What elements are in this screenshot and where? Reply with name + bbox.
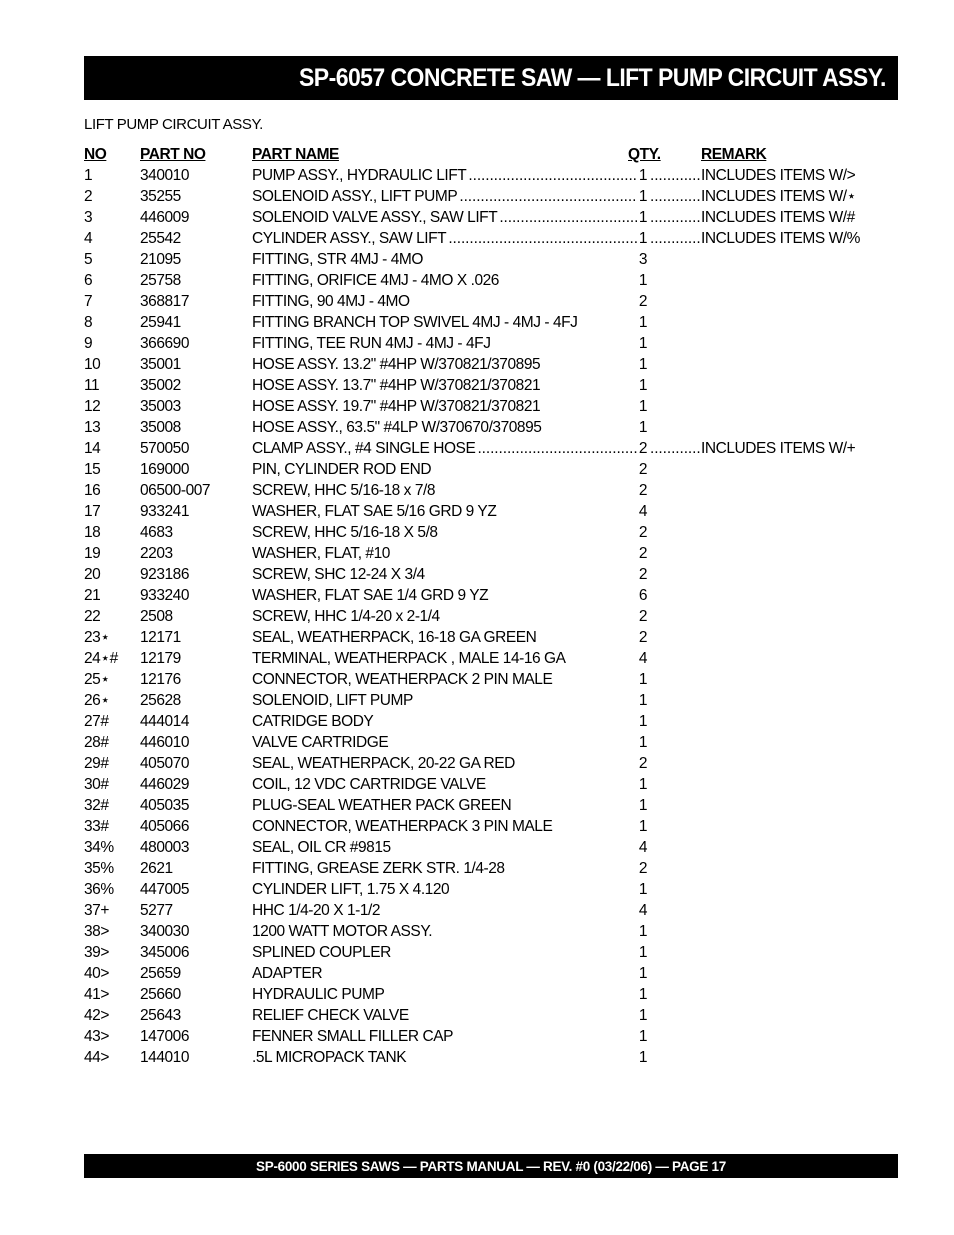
cell-part-name: HOSE ASSY. 19.7" #4HP W/370821/370821 [252,398,541,415]
page-footer-bar [84,1154,898,1178]
cell-part-no: 5277 [140,902,173,919]
cell-part-no: 169000 [140,461,190,478]
cell-no: 28# [84,734,109,751]
column-header-remark: REMARK [701,146,767,163]
cell-no: 7 [84,293,93,310]
cell-no: 24⋆# [84,650,118,667]
cell-no: 11 [84,377,100,394]
table-row [84,711,884,732]
cell-qty: 1 [638,692,648,709]
table-row [84,228,884,249]
cell-part-name: VALVE CARTRIDGE [252,734,389,751]
cell-part-no: 25659 [140,965,181,982]
cell-qty: 1 [638,335,648,352]
cell-qty: 2 [638,860,648,877]
cell-qty: 4 [638,839,648,856]
cell-part-no: 35255 [140,188,181,205]
cell-part-name: FITTING BRANCH TOP SWIVEL 4MJ - 4MJ - 4FJ [252,314,578,331]
table-row [84,165,884,186]
cell-remark: INCLUDES ITEMS W/⋆ [701,188,856,205]
section-label: LIFT PUMP CIRCUIT ASSY. [84,116,263,133]
cell-qty: 1 [638,272,648,289]
cell-no: 40> [84,965,109,982]
cell-qty: 2 [638,440,648,457]
cell-qty: 2 [638,608,648,625]
table-row [84,291,884,312]
cell-no: 25⋆ [84,671,110,688]
cell-part-name: SOLENOID, LIFT PUMP [252,692,413,709]
cell-qty: 1 [638,1007,648,1024]
table-row [84,942,884,963]
table-row [84,795,884,816]
cell-qty: 1 [638,923,648,940]
cell-qty: 2 [638,524,648,541]
cell-part-no: 35001 [140,356,181,373]
table-row [84,669,884,690]
cell-part-name: SEAL, OIL CR #9815 [252,839,391,856]
cell-no: 17 [84,503,101,520]
cell-part-no: 340010 [140,167,190,184]
cell-part-name: HOSE ASSY. 13.2" #4HP W/370821/370895 [252,356,541,373]
table-row [84,354,884,375]
cell-part-name: HHC 1/4-20 X 1-1/2 [252,902,381,919]
cell-part-name: .5L MICROPACK TANK [252,1049,407,1066]
cell-part-no: 12176 [140,671,181,688]
cell-part-name: FITTING, STR 4MJ - 4MO [252,251,423,268]
table-row [84,816,884,837]
cell-part-name: FITTING, TEE RUN 4MJ - 4MJ - 4FJ [252,335,491,352]
table-row [84,522,884,543]
cell-qty: 1 [638,776,648,793]
cell-part-name: SPLINED COUPLER [252,944,391,961]
cell-part-no: 4683 [140,524,173,541]
table-row [84,543,884,564]
cell-no: 10 [84,356,101,373]
cell-no: 32# [84,797,109,814]
table-row [84,753,884,774]
table-row [84,270,884,291]
cell-no: 37+ [84,902,109,919]
cell-qty: 1 [638,1028,648,1045]
cell-no: 15 [84,461,101,478]
cell-part-no: 368817 [140,293,190,310]
cell-no: 5 [84,251,93,268]
cell-part-name: CYLINDER LIFT, 1.75 X 4.120 [252,881,450,898]
cell-no: 12 [84,398,101,415]
cell-qty: 2 [638,482,648,499]
cell-qty: 1 [638,1049,648,1066]
table-row [84,207,884,228]
cell-part-name: CATRIDGE BODY [252,713,374,730]
leader-dots [650,207,700,228]
column-header-no: NO [84,146,107,163]
column-header-part-no: PART NO [140,146,206,163]
cell-part-no: 933241 [140,503,190,520]
cell-remark: INCLUDES ITEMS W/# [701,209,855,226]
table-row [84,606,884,627]
table-header-row [84,144,884,165]
table-row [84,396,884,417]
cell-part-no: 144010 [140,1049,190,1066]
cell-no: 8 [84,314,93,331]
cell-no: 33# [84,818,109,835]
cell-part-name: 1200 WATT MOTOR ASSY. [252,923,433,940]
table-row [84,879,884,900]
cell-remark: INCLUDES ITEMS W/> [701,167,856,184]
cell-part-no: 405070 [140,755,190,772]
cell-qty: 1 [638,419,648,436]
cell-no: 30# [84,776,109,793]
cell-part-no: 923186 [140,566,190,583]
cell-part-name: FENNER SMALL FILLER CAP [252,1028,453,1045]
cell-part-no: 06500-007 [140,482,211,499]
cell-part-no: 933240 [140,587,190,604]
cell-qty: 1 [638,965,648,982]
cell-part-name: HOSE ASSY., 63.5" #4LP W/370670/370895 [252,419,542,436]
cell-part-no: 21095 [140,251,181,268]
cell-no: 4 [84,230,93,247]
cell-remark: INCLUDES ITEMS W/+ [701,440,856,457]
cell-part-no: 480003 [140,839,190,856]
cell-part-name: ADAPTER [252,965,323,982]
table-row [84,1005,884,1026]
table-body [84,165,884,1068]
leader-dots [650,165,700,186]
table-row [84,858,884,879]
cell-no: 20 [84,566,101,583]
cell-part-no: 2621 [140,860,173,877]
cell-part-no: 25758 [140,272,181,289]
parts-table [84,144,884,1068]
cell-qty: 1 [638,734,648,751]
cell-no: 35% [84,860,114,877]
table-row [84,690,884,711]
cell-no: 36% [84,881,114,898]
cell-part-name: PUMP ASSY., HYDRAULIC LIFT . . . [252,165,637,186]
cell-no: 6 [84,272,93,289]
cell-part-name: SCREW, SHC 12-24 X 3/4 [252,566,425,583]
table-row [84,375,884,396]
cell-no: 16 [84,482,101,499]
cell-part-no: 405066 [140,818,190,835]
cell-part-no: 25628 [140,692,181,709]
cell-no: 21 [84,587,101,604]
cell-part-name: CLAMP ASSY., #4 SINGLE HOSE . . . [252,438,637,459]
cell-part-no: 446009 [140,209,190,226]
table-row [84,459,884,480]
cell-qty: 2 [638,566,648,583]
table-row [84,627,884,648]
cell-no: 22 [84,608,101,625]
cell-qty: 4 [638,503,648,520]
cell-part-no: 35008 [140,419,181,436]
cell-no: 9 [84,335,93,352]
table-row [84,480,884,501]
cell-part-name: TERMINAL, WEATHERPACK , MALE 14-16 GA [252,650,566,667]
cell-part-no: 147006 [140,1028,190,1045]
cell-no: 27# [84,713,109,730]
cell-qty: 3 [638,251,648,268]
cell-qty: 1 [638,356,648,373]
cell-part-name: SOLENOID ASSY., LIFT PUMP . . . [252,186,637,207]
cell-part-no: 345006 [140,944,190,961]
table-row [84,1047,884,1068]
cell-no: 38> [84,923,109,940]
cell-qty: 1 [638,944,648,961]
cell-part-no: 2203 [140,545,173,562]
cell-part-name: PIN, CYLINDER ROD END [252,461,432,478]
cell-part-no: 405035 [140,797,190,814]
cell-part-name: FITTING, GREASE ZERK STR. 1/4-28 [252,860,505,877]
cell-no: 23⋆ [84,629,110,646]
cell-no: 19 [84,545,101,562]
cell-remark: INCLUDES ITEMS W/% [701,230,860,247]
table-row [84,774,884,795]
cell-qty: 1 [638,314,648,331]
cell-no: 13 [84,419,101,436]
cell-qty: 1 [638,167,648,184]
table-row [84,585,884,606]
cell-part-name: SCREW, HHC 5/16-18 X 5/8 [252,524,438,541]
cell-qty: 1 [638,230,648,247]
table-row [84,501,884,522]
cell-part-no: 25660 [140,986,181,1003]
cell-no: 26⋆ [84,692,110,709]
table-row [84,438,884,459]
cell-qty: 1 [638,797,648,814]
cell-no: 2 [84,188,93,205]
cell-no: 1 [84,167,93,184]
cell-qty: 2 [638,545,648,562]
page-title: SP-6057 CONCRETE SAW — LIFT PUMP CIRCUIT ASSY. [299,63,886,92]
cell-no: 44> [84,1049,109,1066]
cell-qty: 1 [638,881,648,898]
cell-part-name: HYDRAULIC PUMP [252,986,385,1003]
cell-part-name: CONNECTOR, WEATHERPACK 2 PIN MALE [252,671,553,688]
cell-part-no: 35003 [140,398,181,415]
cell-part-no: 444014 [140,713,190,730]
cell-part-name: SEAL, WEATHERPACK, 16-18 GA GREEN [252,629,537,646]
cell-no: 41> [84,986,109,1003]
cell-part-name: SEAL, WEATHERPACK, 20-22 GA RED [252,755,515,772]
cell-part-no: 340030 [140,923,190,940]
cell-qty: 1 [638,398,648,415]
table-row [84,312,884,333]
cell-qty: 2 [638,629,648,646]
table-row [84,564,884,585]
cell-part-no: 25941 [140,314,181,331]
cell-qty: 4 [638,902,648,919]
cell-no: 42> [84,1007,109,1024]
cell-part-name: SCREW, HHC 1/4-20 x 2-1/4 [252,608,440,625]
cell-part-no: 446029 [140,776,190,793]
cell-qty: 4 [638,650,648,667]
table-row [84,984,884,1005]
cell-qty: 1 [638,671,648,688]
cell-part-name: FITTING, ORIFICE 4MJ - 4MO X .026 [252,272,499,289]
cell-part-no: 35002 [140,377,181,394]
table-row [84,900,884,921]
table-row [84,648,884,669]
cell-part-name: SCREW, HHC 5/16-18 x 7/8 [252,482,436,499]
cell-part-name: PLUG-SEAL WEATHER PACK GREEN [252,797,512,814]
cell-no: 3 [84,209,93,226]
cell-qty: 1 [638,986,648,1003]
cell-part-name: COIL, 12 VDC CARTRIDGE VALVE [252,776,486,793]
cell-qty: 1 [638,713,648,730]
cell-part-name: SOLENOID VALVE ASSY., SAW LIFT . . . [252,207,637,228]
cell-qty: 2 [638,461,648,478]
table-row [84,837,884,858]
table-row [84,249,884,270]
cell-qty: 1 [638,818,648,835]
leader-dots [650,186,700,207]
cell-part-no: 570050 [140,440,190,457]
table-row [84,963,884,984]
leader-dots [650,228,700,249]
cell-part-name: RELIEF CHECK VALVE [252,1007,409,1024]
column-header-part-name: PART NAME [252,146,339,163]
cell-part-name: WASHER, FLAT SAE 1/4 GRD 9 YZ [252,587,489,604]
cell-part-no: 447005 [140,881,190,898]
column-header-qty: QTY. [628,146,661,163]
table-row [84,186,884,207]
cell-part-name: WASHER, FLAT, #10 [252,545,390,562]
page-footer: SP-6000 SERIES SAWS — PARTS MANUAL — REV. #0 (03/22/06) — PAGE 17 [256,1158,726,1174]
cell-part-no: 12179 [140,650,181,667]
cell-no: 34% [84,839,114,856]
cell-no: 43> [84,1028,109,1045]
cell-part-name: CYLINDER ASSY., SAW LIFT . . . [252,228,637,249]
cell-qty: 1 [638,188,648,205]
cell-part-no: 446010 [140,734,190,751]
cell-no: 39> [84,944,109,961]
page-title-bar [84,56,898,100]
table-row [84,921,884,942]
table-row [84,1026,884,1047]
cell-part-name: HOSE ASSY. 13.7" #4HP W/370821/370821 [252,377,541,394]
cell-part-no: 366690 [140,335,190,352]
cell-no: 18 [84,524,101,541]
table-row [84,333,884,354]
cell-part-name: WASHER, FLAT SAE 5/16 GRD 9 YZ [252,503,497,520]
cell-part-name: CONNECTOR, WEATHERPACK 3 PIN MALE [252,818,553,835]
table-row [84,417,884,438]
cell-qty: 2 [638,293,648,310]
cell-qty: 1 [638,377,648,394]
cell-part-no: 12171 [140,629,181,646]
leader-dots [650,438,700,459]
cell-qty: 1 [638,209,648,226]
cell-part-name: FITTING, 90 4MJ - 4MO [252,293,410,310]
cell-part-no: 25542 [140,230,181,247]
cell-part-no: 25643 [140,1007,181,1024]
cell-part-no: 2508 [140,608,173,625]
cell-no: 14 [84,440,101,457]
cell-qty: 2 [638,755,648,772]
cell-no: 29# [84,755,109,772]
cell-qty: 6 [638,587,648,604]
table-row [84,732,884,753]
